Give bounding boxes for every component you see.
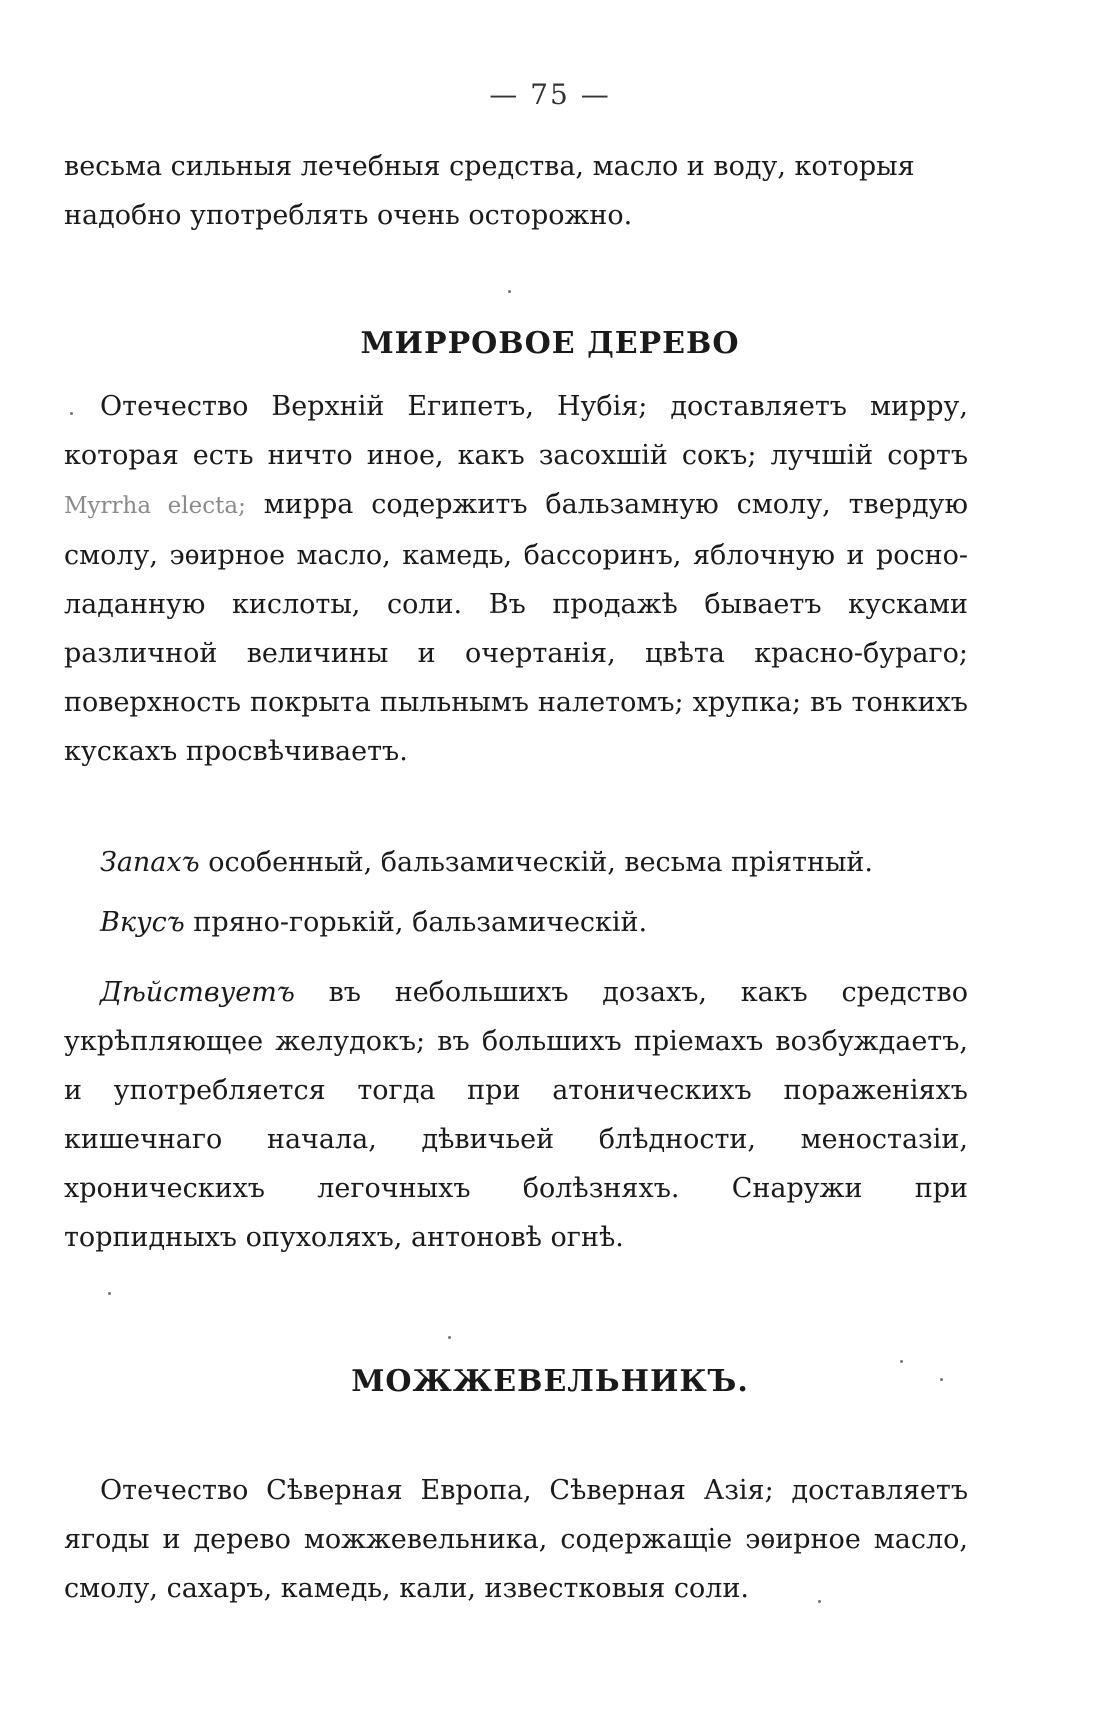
scan-speck	[508, 290, 511, 293]
myrrh-origin-paragraph	[64, 382, 968, 776]
myrrh-latin-name: Myrrha electa;	[64, 493, 246, 519]
heading-myrrh: МИРРОВОЕ ДЕРЕВО	[360, 326, 740, 361]
scan-speck	[940, 1378, 943, 1381]
action-label: Дѣйствуетъ	[100, 977, 295, 1008]
myrrh-description	[64, 382, 968, 776]
myrrh-origin-text-2: мирра содержитъ бальзамную смолу, твердую смолу, эѳирное масло, камедь, бассоринъ, яблочную и росно-ладанную кислоты, соли. Въ продажѣ бываетъ кусками различной величины и очертанія, цвѣта красно-бураго; поверхность покрыта пыльнымъ налетомъ; хрупка; въ тонкихъ кускахъ просвѣчиваетъ.	[64, 489, 968, 767]
juniper-description	[64, 1466, 968, 1613]
intro-paragraph	[64, 142, 968, 240]
scan-speck	[818, 1600, 821, 1603]
myrrh-taste	[64, 898, 968, 947]
juniper-origin-paragraph: Отечество Сѣверная Европа, Сѣверная Азія; доставляетъ ягоды и дерево можжевельника, содержащіе эѳирное масло, смолу, сахаръ, камедь, кали, известковыя соли.	[64, 1475, 968, 1604]
taste-label: Вкусъ	[100, 907, 185, 938]
intro-line-2: надобно употреблять очень осторожно.	[64, 200, 633, 231]
myrrh-smell	[64, 838, 968, 887]
myrrh-action	[64, 968, 968, 1262]
scan-speck	[448, 1336, 451, 1339]
scan-speck	[900, 1360, 903, 1363]
taste-text: пряно-горькій, бальзамическій.	[184, 907, 648, 938]
smell-text: особенный, бальзамическій, весьма пріятный.	[199, 847, 874, 878]
smell-label: Запахъ	[100, 847, 200, 878]
page-number: — 75 —	[489, 78, 611, 111]
scan-speck	[108, 1292, 111, 1295]
action-text: въ небольшихъ дозахъ, какъ средство укрѣпляющее желудокъ; въ большихъ пріемахъ возбуждаетъ, и употребляется тогда при атоническихъ пораженіяхъ кишечнаго начала, дѣвичьей блѣдности, меностазіи, хроническихъ легочныхъ болѣзняхъ. Снаружи при торпидныхъ опухоляхъ, антоновѣ огнѣ.	[64, 977, 968, 1253]
scan-speck	[70, 412, 73, 415]
myrrh-origin-text-1: Отечество Верхній Египетъ, Нубія; доставляетъ мирру, которая есть ничто иное, какъ засохшій сокъ; лучшій сортъ	[64, 391, 968, 471]
heading-juniper: МОЖЖЕВЕЛЬНИКЪ.	[351, 1364, 749, 1399]
intro-line-1: весьма сильныя лечебныя средства, масло и воду, которыя	[64, 151, 915, 182]
